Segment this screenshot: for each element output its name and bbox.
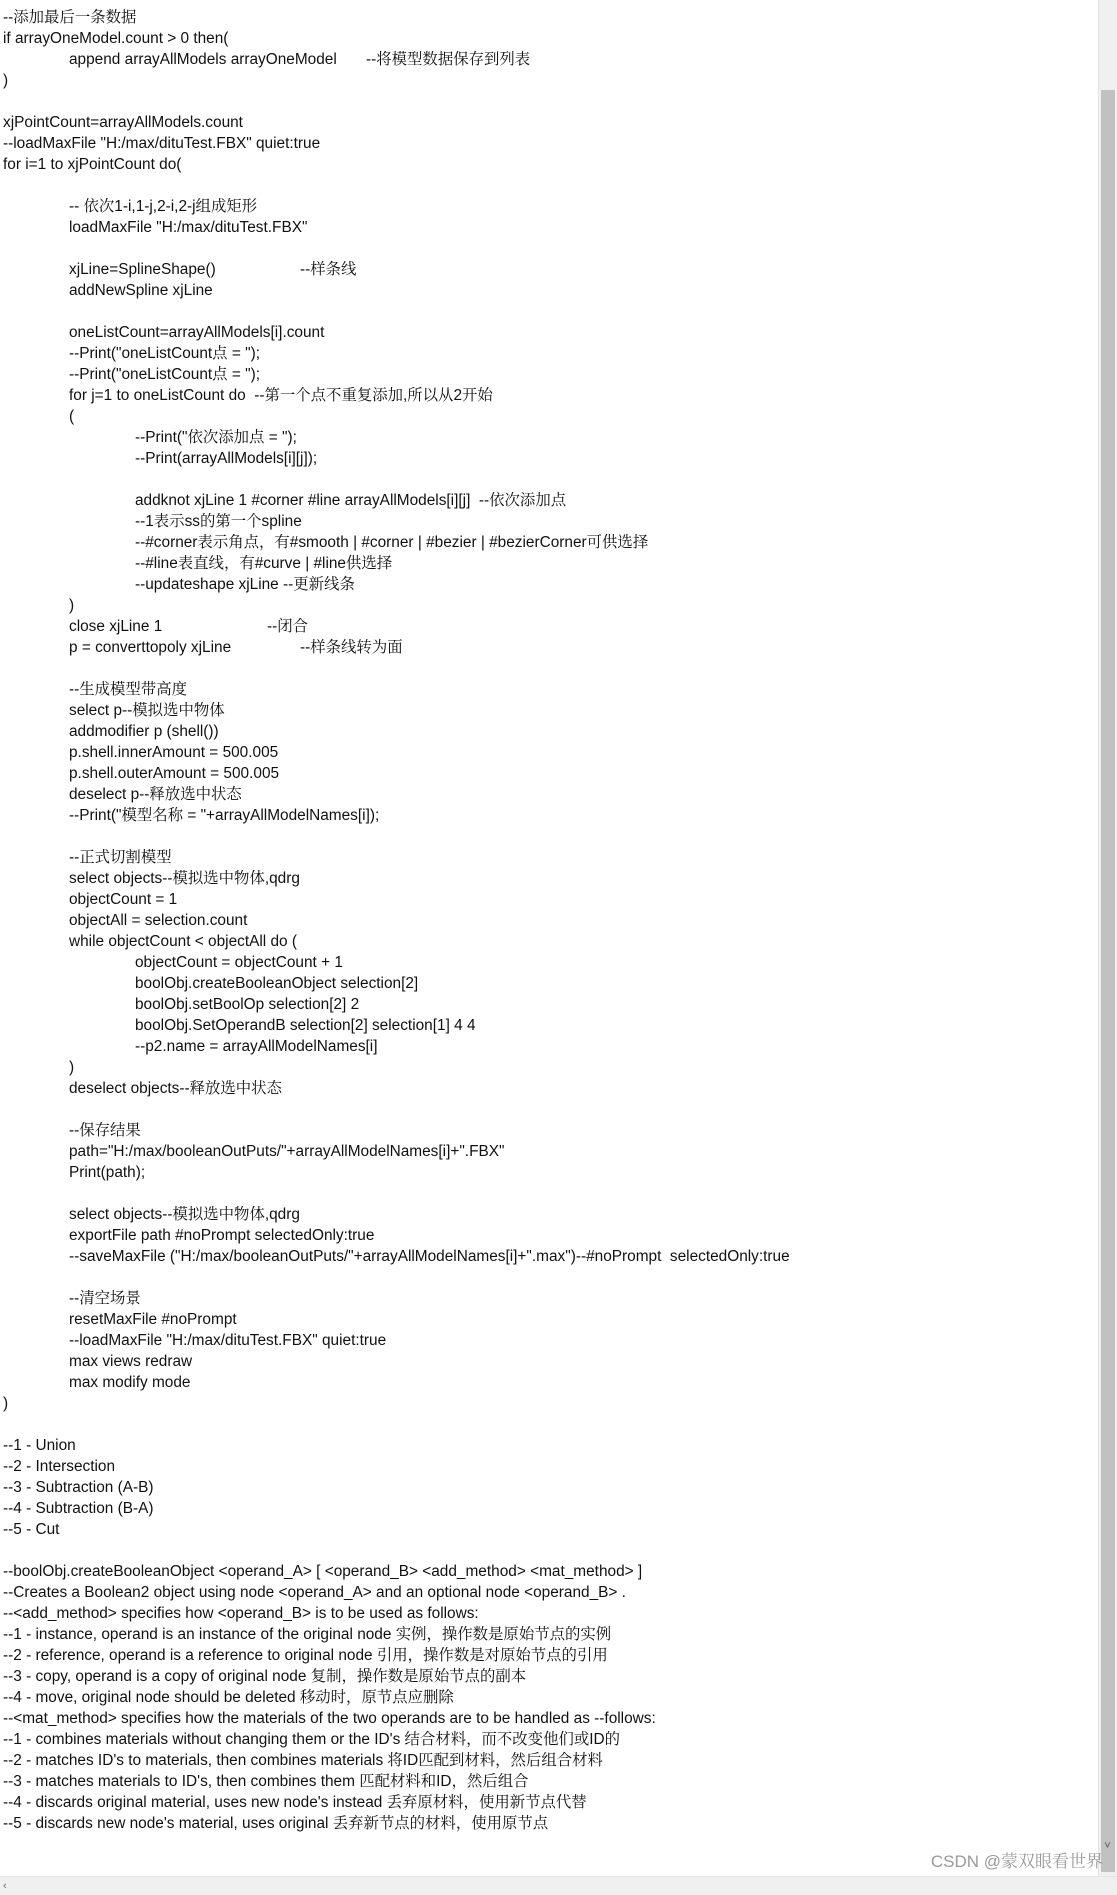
code-line: --boolObj.createBooleanObject <operand_A> [ <operand_B> <add_method> <mat_method> ] <box>3 1563 643 1580</box>
code-line: addNewSpline xjLine <box>3 282 213 299</box>
code-line: --1 - Union <box>3 1437 76 1454</box>
code-line <box>3 1414 790 1435</box>
code-line: --Print(arrayAllModels[i][j]); <box>3 450 318 467</box>
code-line: --3 - Subtraction (A-B) <box>3 1479 154 1496</box>
code-line: --正式切割模型 <box>3 849 172 866</box>
code-line <box>3 469 790 490</box>
code-line: Print(path); <box>3 1164 146 1181</box>
code-line: loadMaxFile "H:/max/dituTest.FBX" <box>3 219 308 236</box>
code-line: --生成模型带高度 <box>3 681 187 698</box>
code-line: --#line表直线，有#curve | #line供选择 <box>3 555 393 572</box>
code-line: boolObj.createBooleanObject selection[2] <box>3 975 419 992</box>
code-line <box>3 238 790 259</box>
code-line: ) <box>3 597 75 614</box>
code-line: --清空场景 <box>3 1290 141 1307</box>
code-line <box>3 1183 790 1204</box>
code-line: --loadMaxFile "H:/max/dituTest.FBX" quiet:true <box>3 135 321 152</box>
code-line: addmodifier p (shell()) <box>3 723 219 740</box>
code-line: resetMaxFile #noPrompt <box>3 1311 237 1328</box>
code-line: max modify mode <box>3 1374 191 1391</box>
code-line: --1 - instance, operand is an instance of the original node 实例，操作数是原始节点的实例 <box>3 1626 612 1643</box>
code-line: -- 依次1-i,1-j,2-i,2-j组成矩形 <box>3 198 258 215</box>
code-line: --loadMaxFile "H:/max/dituTest.FBX" quiet:true <box>3 1332 387 1349</box>
code-line: ) <box>3 1395 9 1412</box>
code-line: objectAll = selection.count <box>3 912 248 929</box>
code-line: deselect objects--释放选中状态 <box>3 1080 282 1097</box>
code-line: --3 - copy, operand is a copy of original node 复制，操作数是原始节点的副本 <box>3 1668 527 1685</box>
code-line <box>3 658 790 679</box>
code-line: addknot xjLine 1 #corner #line arrayAllModels[i][j] --依次添加点 <box>3 492 567 509</box>
code-line: --2 - Intersection <box>3 1458 116 1475</box>
csdn-watermark: CSDN @蒙双眼看世界 <box>930 1852 1103 1871</box>
code-line: --1 - combines materials without changing them or the ID's 结合材料，而不改变他们或ID的 <box>3 1731 621 1748</box>
code-line <box>3 1540 790 1561</box>
code-line: exportFile path #noPrompt selectedOnly:true <box>3 1227 375 1244</box>
code-line: ( <box>3 408 75 425</box>
code-block <box>3 7 790 1834</box>
code-line: select p--模拟选中物体 <box>3 702 225 719</box>
code-line: p = converttopoly xjLine --样条线转为面 <box>3 639 403 656</box>
code-line: close xjLine 1 --闭合 <box>3 618 309 635</box>
code-line: for i=1 to xjPointCount do( <box>3 156 182 173</box>
chevron-left-icon[interactable]: ‹ <box>3 1880 7 1892</box>
code-line: objectCount = objectCount + 1 <box>3 954 343 971</box>
code-line <box>3 175 790 196</box>
code-line: oneListCount=arrayAllModels[i].count <box>3 324 325 341</box>
code-line: p.shell.outerAmount = 500.005 <box>3 765 280 782</box>
code-line: --5 - discards new node's material, uses original 丢弃新节点的材料，使用原节点 <box>3 1815 549 1832</box>
code-line: --#corner表示角点，有#smooth | #corner | #bezier | #bezierCorner可供选择 <box>3 534 649 551</box>
code-line: --<mat_method> specifies how the materials of the two operands are to be handled as --follows: <box>3 1710 656 1727</box>
code-line <box>3 91 790 112</box>
code-line: p.shell.innerAmount = 500.005 <box>3 744 279 761</box>
code-line: --updateshape xjLine --更新线条 <box>3 576 355 593</box>
code-line: ) <box>3 1059 75 1076</box>
code-line <box>3 826 790 847</box>
code-line: --4 - discards original material, uses new node's instead 丢弃原材料，使用新节点代替 <box>3 1794 587 1811</box>
code-line: --p2.name = arrayAllModelNames[i] <box>3 1038 378 1055</box>
code-line <box>3 301 790 322</box>
code-line: --Print("oneListCount点 = "); <box>3 366 260 383</box>
code-line: --4 - Subtraction (B-A) <box>3 1500 154 1517</box>
code-line: while objectCount < objectAll do ( <box>3 933 297 950</box>
code-line <box>3 1099 790 1120</box>
chevron-down-icon[interactable]: ˅ <box>1104 1840 1111 1852</box>
code-line: --saveMaxFile ("H:/max/booleanOutPuts/"+arrayAllModelNames[i]+".max")--#noPrompt selectedOnly:true <box>3 1248 790 1265</box>
code-line: boolObj.SetOperandB selection[2] selection[1] 4 4 <box>3 1017 476 1034</box>
code-line: --添加最后一条数据 <box>3 9 137 26</box>
code-line <box>3 1267 790 1288</box>
code-line: if arrayOneModel.count > 0 then( <box>3 30 229 47</box>
code-line: xjLine=SplineShape() --样条线 <box>3 261 357 278</box>
code-line: for j=1 to oneListCount do --第一个点不重复添加,所以从2开始 <box>3 387 493 404</box>
code-line: ) <box>3 72 9 89</box>
code-line: select objects--模拟选中物体,qdrg <box>3 1206 300 1223</box>
code-line: --2 - matches ID's to materials, then combines materials 将ID匹配到材料，然后组合材料 <box>3 1752 603 1769</box>
code-line: --4 - move, original node should be deleted 移动时，原节点应删除 <box>3 1689 454 1706</box>
code-line: objectCount = 1 <box>3 891 178 908</box>
vertical-scrollbar[interactable] <box>1098 0 1117 1876</box>
code-line: --Print("oneListCount点 = "); <box>3 345 260 362</box>
code-line: --Creates a Boolean2 object using node <operand_A> and an optional node <operand_B> . <box>3 1584 626 1601</box>
vertical-scrollbar-thumb[interactable] <box>1101 90 1115 1872</box>
code-line: --Print("模型名称 = "+arrayAllModelNames[i]); <box>3 807 380 824</box>
code-line: --1表示ss的第一个spline <box>3 513 302 530</box>
code-line: xjPointCount=arrayAllModels.count <box>3 114 243 131</box>
code-line: --2 - reference, operand is a reference to original node 引用，操作数是对原始节点的引用 <box>3 1647 608 1664</box>
code-line: max views redraw <box>3 1353 193 1370</box>
code-line: --3 - matches materials to ID's, then combines them 匹配材料和ID，然后组合 <box>3 1773 529 1790</box>
code-line: --5 - Cut <box>3 1521 60 1538</box>
code-line: deselect p--释放选中状态 <box>3 786 242 803</box>
code-line: --保存结果 <box>3 1122 141 1139</box>
code-line: --Print("依次添加点 = "); <box>3 429 297 446</box>
code-line: --<add_method> specifies how <operand_B> is to be used as follows: <box>3 1605 479 1622</box>
code-line: append arrayAllModels arrayOneModel --将模型数据保存到列表 <box>3 51 531 68</box>
code-line: path="H:/max/booleanOutPuts/"+arrayAllModelNames[i]+".FBX" <box>3 1143 505 1160</box>
code-line: boolObj.setBoolOp selection[2] 2 <box>3 996 360 1013</box>
code-line: select objects--模拟选中物体,qdrg <box>3 870 300 887</box>
horizontal-scrollbar[interactable] <box>0 1876 1117 1895</box>
